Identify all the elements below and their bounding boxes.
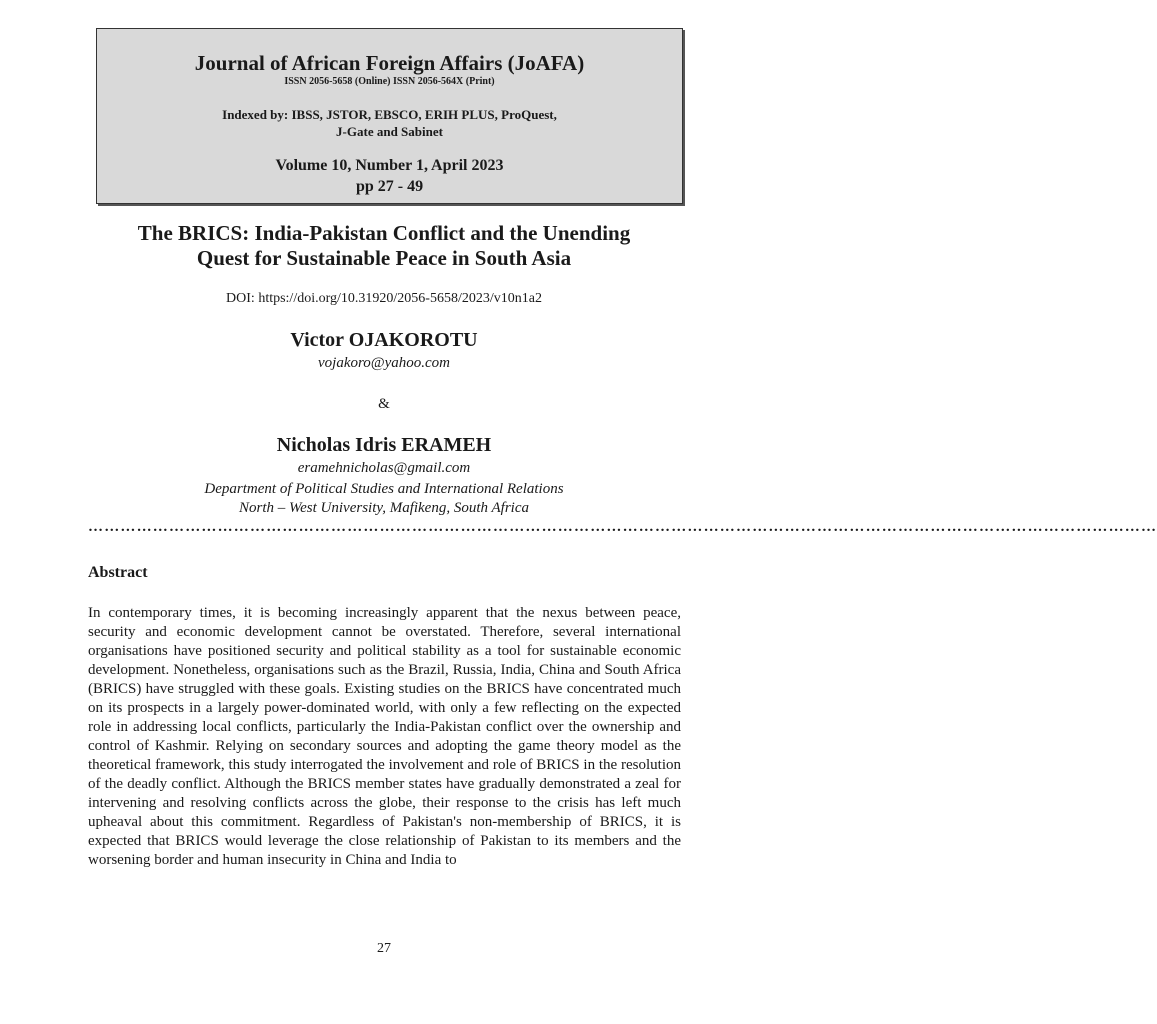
abstract-heading: Abstract [88, 564, 148, 581]
journal-indexing [97, 106, 682, 140]
journal-issn: ISSN 2056-5658 (Online) ISSN 2056-564X (Print) [284, 76, 495, 87]
journal-pages: pp 27 - 49 [355, 178, 424, 195]
author-email-2[interactable]: eramehnicholas@gmail.com [297, 460, 471, 476]
journal-header-box [96, 28, 683, 204]
author-email-1[interactable]: vojakoro@yahoo.com [318, 355, 450, 371]
affiliation-line-2: North – West University, Mafikeng, South Africa [239, 500, 529, 516]
author-separator: & [378, 396, 390, 412]
page-number: 27 [377, 941, 391, 956]
article-title-line-2: Quest for Sustainable Peace in South Asia [196, 246, 572, 270]
dotted-divider: ……………………………………………………………………………………………………………………………………………………………………………… [88, 519, 1157, 535]
abstract-body: In contemporary times, it is becoming increasingly apparent that the nexus between peace, security and economic development cannot be overstated. Therefore, several international organisations have positioned security and political stability as a tool for sustainable economic development. Nonetheless, organisations such as the Brazil, Russia, India, China and South Africa (BRICS) have struggled with these goals. Existing studies on the BRICS have concentrated much on its prospects in a largely power-dominated world, with only a few reflecting on the expected role in addressing local conflicts, particularly the India-Pakistan conflict over the ownership and control of Kashmir. Relying on secondary sources and adopting the game theory model as the theoretical framework, this study interrogated the involvement and role of BRICS in the resolution of the deadly conflict. Although the BRICS member states have gradually demonstrated a zeal for intervening and resolving conflicts across the globe, their response to the crisis has left much upheaval about this commitment. Regardless of Pakistan's non-membership of BRICS, it is expected that BRICS would leverage the close relationship of Pakistan to its members and the worsening border and human insecurity in China and India to [88, 605, 681, 868]
affiliation-line-1: Department of Political Studies and International Relations [204, 481, 564, 497]
article-title-line-1: The BRICS: India-Pakistan Conflict and the Unending [137, 221, 631, 245]
author-name-2: Nicholas Idris ERAMEH [276, 434, 492, 456]
author-name-1: Victor OJAKOROTU [290, 329, 478, 351]
indexing-line-1: Indexed by: IBSS, JSTOR, EBSCO, ERIH PLUS, ProQuest, [222, 107, 557, 122]
journal-volume: Volume 10, Number 1, April 2023 [275, 157, 504, 174]
article-doi: DOI: https://doi.org/10.31920/2056-5658/2023/v10n1a2 [226, 291, 542, 306]
article-title [80, 221, 688, 271]
indexing-line-2: J-Gate and Sabinet [336, 124, 443, 139]
journal-name: Journal of African Foreign Affairs (JoAFA) [194, 51, 585, 75]
